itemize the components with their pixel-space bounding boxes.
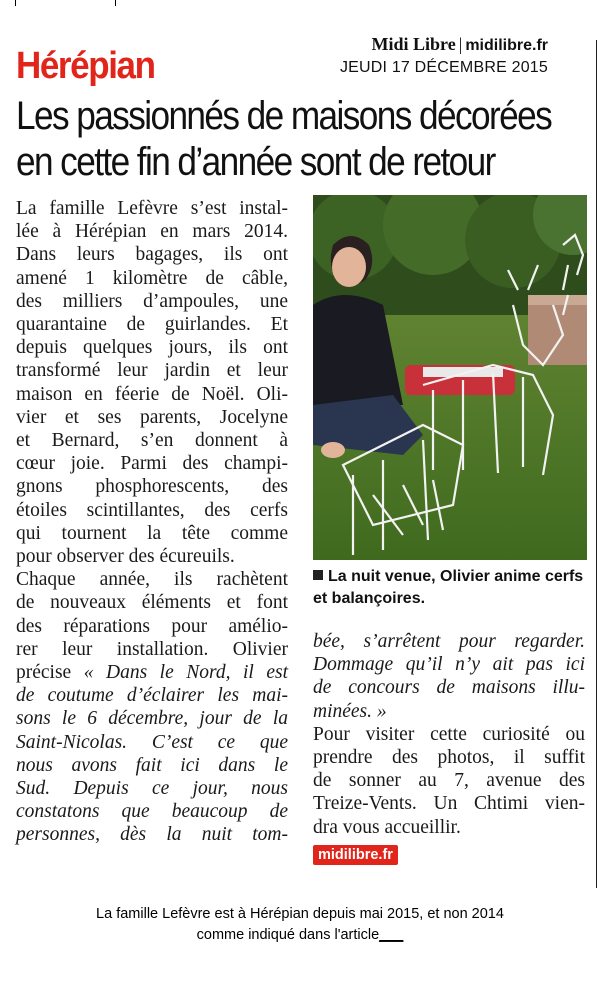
text-line: de coutume d’éclairer les mai- [16,685,288,707]
page-edge-rule [596,40,597,888]
text-line: lée à Hérépian en mars 2014. [16,221,288,243]
text-line: rer leur installation. Olivier [16,638,288,660]
masthead-separator: | [458,34,463,54]
text-line: Dans leurs bagages, ils ont [16,244,288,266]
text-line: depuis quelques jours, ils ont [16,337,288,359]
text-line: précise « Dans le Nord, il est [16,662,288,684]
text-line: de concours de maisons illu- [313,677,585,699]
text-line: transformé leur jardin et leur [16,360,288,382]
headline-line: en cette fin d’année sont de retour [16,140,495,184]
text-line: pour observer des écureuils. [16,546,235,568]
text-line: Treize-Vents. Un Chtimi vien- [313,793,585,815]
text-line: amené 1 kilomètre de câble, [16,267,288,289]
headline [16,93,552,185]
correction-line: comme indiqué dans l'article [196,927,380,943]
newspaper-site: midilibre.fr [465,37,548,54]
text-line: prendre des photos, il suffit [313,747,585,769]
column-tick [115,0,116,6]
article-photo [313,195,587,560]
text-line: constatons que beaucoup de [16,801,288,823]
text-line: de sonner au 7, avenue des [313,770,585,792]
text-line: personnes, dès la nuit tom- [16,824,288,846]
ellipsis-mark: ___ [379,927,404,943]
text-line: minées. » [313,700,387,722]
article-location: Hérépian [16,45,155,87]
midilibre-logo: midilibre.fr [313,845,398,865]
photo-caption: La nuit venue, Olivier anime cerfs et balançoires. [313,568,584,607]
text-line: maison en féerie de Noël. Oli- [16,383,288,405]
correction-line: La famille Lefèvre est à Hérépian depuis mai 2015, et non 2014 [96,906,504,922]
column-tick [15,0,16,6]
article-column-left [16,197,288,847]
text-line: qui tournent la tête comme [16,522,288,544]
text-line: quarantaine de guirlandes. Et [16,314,288,336]
text-line: nous avons fait ici dans le [16,754,288,776]
headline-line: Les passionnés de maisons décorées [16,94,552,138]
caption-bullet [313,570,323,580]
text-line: vier et ses parents, Jocelyne [16,406,288,428]
article-column-right [313,630,585,839]
text-line: des milliers d’ampoules, une [16,290,288,312]
text-line: cœur joie. Parmi des champi- [16,453,288,475]
text-line: Saint-Nicolas. C’est ce que [16,731,288,753]
text-line: gnons phosphorescents, des [16,476,288,498]
text-line: et Bernard, s’en donnent à [16,430,288,452]
text-line: de nouveaux éléments et font [16,592,288,614]
masthead [340,33,548,79]
correction-note [0,904,600,946]
text-line: étoiles scintillantes, des cerfs [16,499,288,521]
text-line: Chaque année, ils rachètent [16,569,288,591]
text-line: Pour visiter cette curiosité ou [313,723,585,745]
text-line: Dommage qu’il n’y ait pas ici [313,654,585,676]
garden-decoration-photo [313,195,587,560]
newspaper-name: Midi Libre [371,34,456,54]
text-line: bée, s’arrêtent pour regarder. [313,631,585,652]
text-line: dra vous accueillir. [313,816,461,838]
text-line: La famille Lefèvre s’est instal- [16,198,288,219]
text-line: sons le 6 décembre, jour de la [16,708,288,730]
publication-date: JEUDI 17 DÉCEMBRE 2015 [339,59,548,76]
text-line: Sud. Depuis ce jour, nous [16,778,288,800]
text-line: des réparations pour amélio- [16,615,288,637]
top-rule [0,0,600,6]
